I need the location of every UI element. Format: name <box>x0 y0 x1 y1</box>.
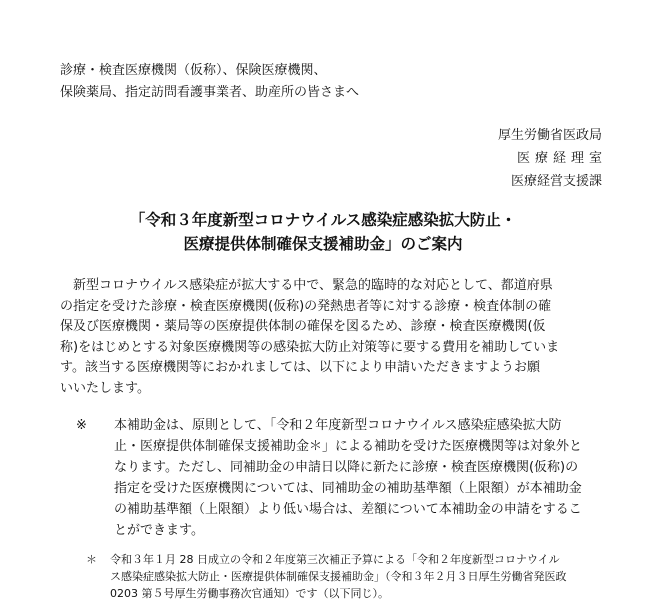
note-mark: ※ <box>76 418 87 433</box>
document-title <box>0 208 646 256</box>
note-line: なります。ただし、同補助金の申請日以降に新たに診療・検査医療機関(仮称)の <box>114 460 579 475</box>
footnote-line: 令和３年１月 28 日成立の令和２年度第三次補正予算による「令和２年度新型コロナウイル <box>110 553 560 566</box>
footnote-block <box>86 551 626 602</box>
note-block <box>76 415 616 541</box>
body-line: 称)をはじめとする対象医療機関等の感染拡大防止対策等に要する費用を補助していま <box>60 339 560 355</box>
body-line: の指定を受けた診療・検査医療機関(仮称)の発熱患者等に対する診療・検査体制の確 <box>60 298 552 314</box>
title-line-2: 医療提供体制確保支援補助金」のご案内 <box>183 235 463 253</box>
body-line: 保及び医療機関・薬局等の医療提供体制の確保を図るため、診療・検査医療機関(仮 <box>60 319 546 335</box>
addressee-line-1: 診療・検査医療機関（仮称）、保険医療機関、 <box>60 63 327 78</box>
note-line: 指定を受けた医療機関については、同補助金の補助基準額（上限額）が本補助金 <box>114 481 582 496</box>
body-line: いいたします。 <box>60 380 150 396</box>
sender-block <box>497 124 607 193</box>
note-line: とができます。 <box>114 523 204 538</box>
note-line: 本補助金は、原則として、「令和２年度新型コロナウイルス感染症感染拡大防 <box>114 418 562 433</box>
addressee-block <box>60 60 359 104</box>
body-paragraph <box>60 276 608 400</box>
sender-office: 医療経理室 <box>516 151 607 166</box>
body-line: す。該当する医療機関等におかれましては、以下により申請いただきますようお願 <box>60 360 540 376</box>
title-line-1: 「令和３年度新型コロナウイルス感染症感染拡大防止・ <box>129 211 517 229</box>
sender-division: 医療経営支援課 <box>510 174 602 189</box>
footnote-line: 0203 第５号厚生労働事務次官通知）です（以下同じ）。 <box>110 587 389 600</box>
addressee-line-2: 保険薬局、指定訪問看護事業者、助産所の皆さまへ <box>60 85 360 100</box>
note-line: の補助基準額（上限額）より低い場合は、差額について本補助金の申請をするこ <box>114 502 582 517</box>
footnote-line: ス感染症感染拡大防止・医療提供体制確保支援補助金」（令和３年２月３日厚生労働省発医政 <box>110 570 567 583</box>
note-line: 止・医療提供体制確保支援補助金＊」による補助を受けた医療機関等は対象外と <box>114 439 583 454</box>
sender-bureau: 厚生労働省医政局 <box>497 128 602 143</box>
footnote-mark: ＊ <box>86 553 97 566</box>
body-line: 新型コロナウイルス感染症が拡大する中で、緊急的臨時的な対応として、都道府県 <box>73 278 553 293</box>
